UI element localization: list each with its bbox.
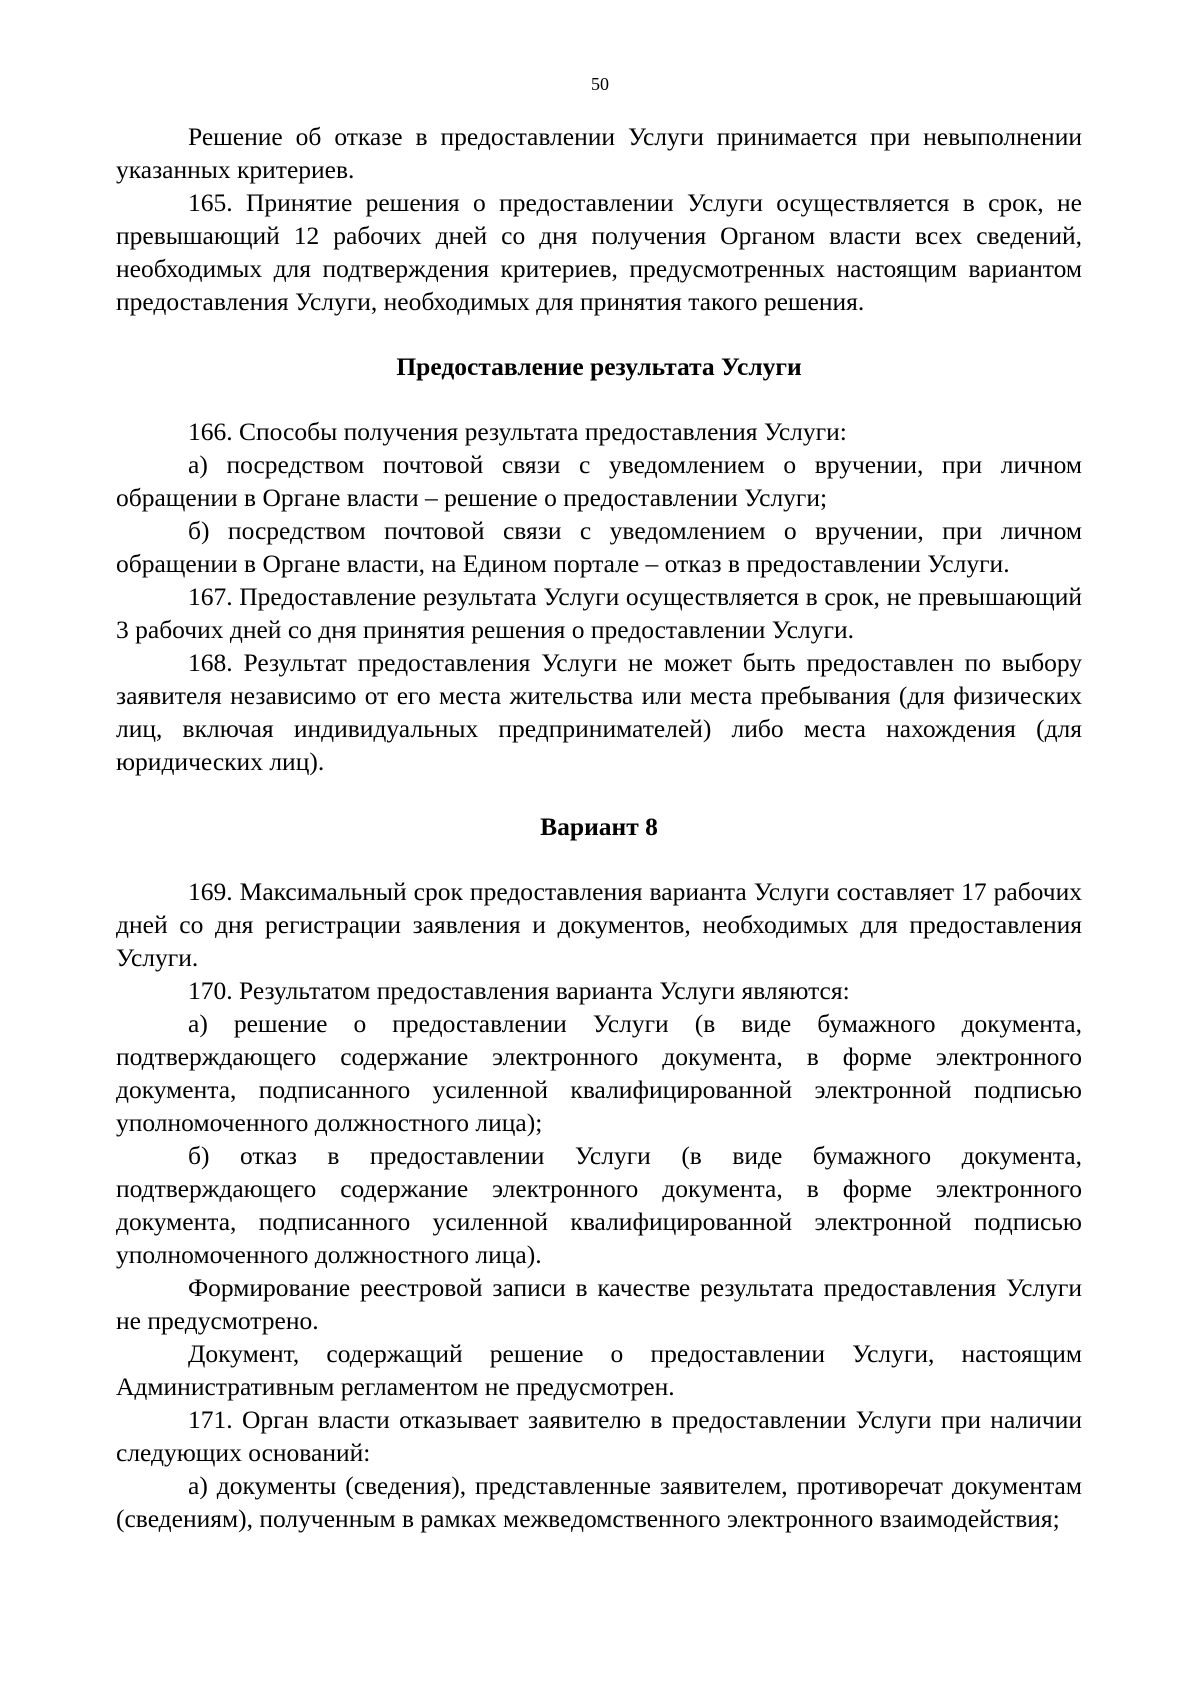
paragraph-169: 169. Максимальный срок предоставления варианта Услуги составляет 17 рабочих дней со дня регистрации заявления и документов, необходимых для предоставления Услуги. xyxy=(116,877,1082,972)
paragraph-166: 166. Способы получения результата предоставления Услуги: xyxy=(188,417,847,446)
section-heading-variant-8: Вариант 8 xyxy=(540,812,658,841)
page-number: 50 xyxy=(591,74,609,94)
paragraph-registry: Формирование реестровой записи в качестве результата предоставления Услуги не предусмотрено. xyxy=(116,1273,1082,1335)
paragraph-166-a: а) посредством почтовой связи с уведомлением о вручении, при личном обращении в Органе власти – решение о предоставлении Услуги; xyxy=(116,450,1082,512)
paragraph-166-b: б) посредством почтовой связи с уведомлением о вручении, при личном обращении в Органе власти, на Едином портале – отказ в предоставлении Услуги. xyxy=(116,516,1082,578)
paragraph-168: 168. Результат предоставления Услуги не может быть предоставлен по выбору заявителя независимо от его места жительства или места пребывания (для физических лиц, включая индивидуальных предпринимателей) либо места нахождения (для юридических лиц). xyxy=(116,648,1082,776)
spacer xyxy=(116,383,1082,415)
section-heading-result: Предоставление результата Услуги xyxy=(396,352,802,381)
paragraph-167: 167. Предоставление результата Услуги осуществляется в срок, не превышающий 3 рабочих дней со дня принятия решения о предоставлении Услуги. xyxy=(116,582,1082,644)
paragraph: Решение об отказе в предоставлении Услуги принимается при невыполнении указанных критериев. xyxy=(116,122,1082,184)
spacer xyxy=(116,778,1082,810)
spacer xyxy=(116,318,1082,350)
paragraph-165: 165. Принятие решения о предоставлении Услуги осуществляется в срок, не превышающий 12 рабочих дней со дня получения Органом власти всех сведений, необходимых для подтверждения критериев, предусмотренных настоящим вариантом предоставления Услуги, необходимых для принятия такого решения. xyxy=(116,188,1082,316)
paragraph-170-a: а) решение о предоставлении Услуги (в виде бумажного документа, подтверждающего содержание электронного документа, в форме электронного документа, подписанного усиленной квалифицированной электронной подписью уполномоченного должностного лица); xyxy=(116,1009,1082,1137)
document-body xyxy=(116,120,1082,1535)
paragraph-171: 171. Орган власти отказывает заявителю в предоставлении Услуги при наличии следующих оснований: xyxy=(116,1405,1082,1467)
paragraph-document: Документ, содержащий решение о предоставлении Услуги, настоящим Административным регламентом не предусмотрен. xyxy=(116,1339,1082,1401)
paragraph-171-a: а) документы (сведения), представленные заявителем, противоречат документам (сведениям), полученным в рамках межведомственного электронного взаимодействия; xyxy=(116,1471,1082,1533)
spacer xyxy=(116,843,1082,875)
paragraph-170: 170. Результатом предоставления варианта Услуги являются: xyxy=(188,976,850,1005)
paragraph-170-b: б) отказ в предоставлении Услуги (в виде бумажного документа, подтверждающего содержание электронного документа, в форме электронного документа, подписанного усиленной квалифицированной электронной подписью уполномоченного должностного лица). xyxy=(116,1141,1082,1269)
